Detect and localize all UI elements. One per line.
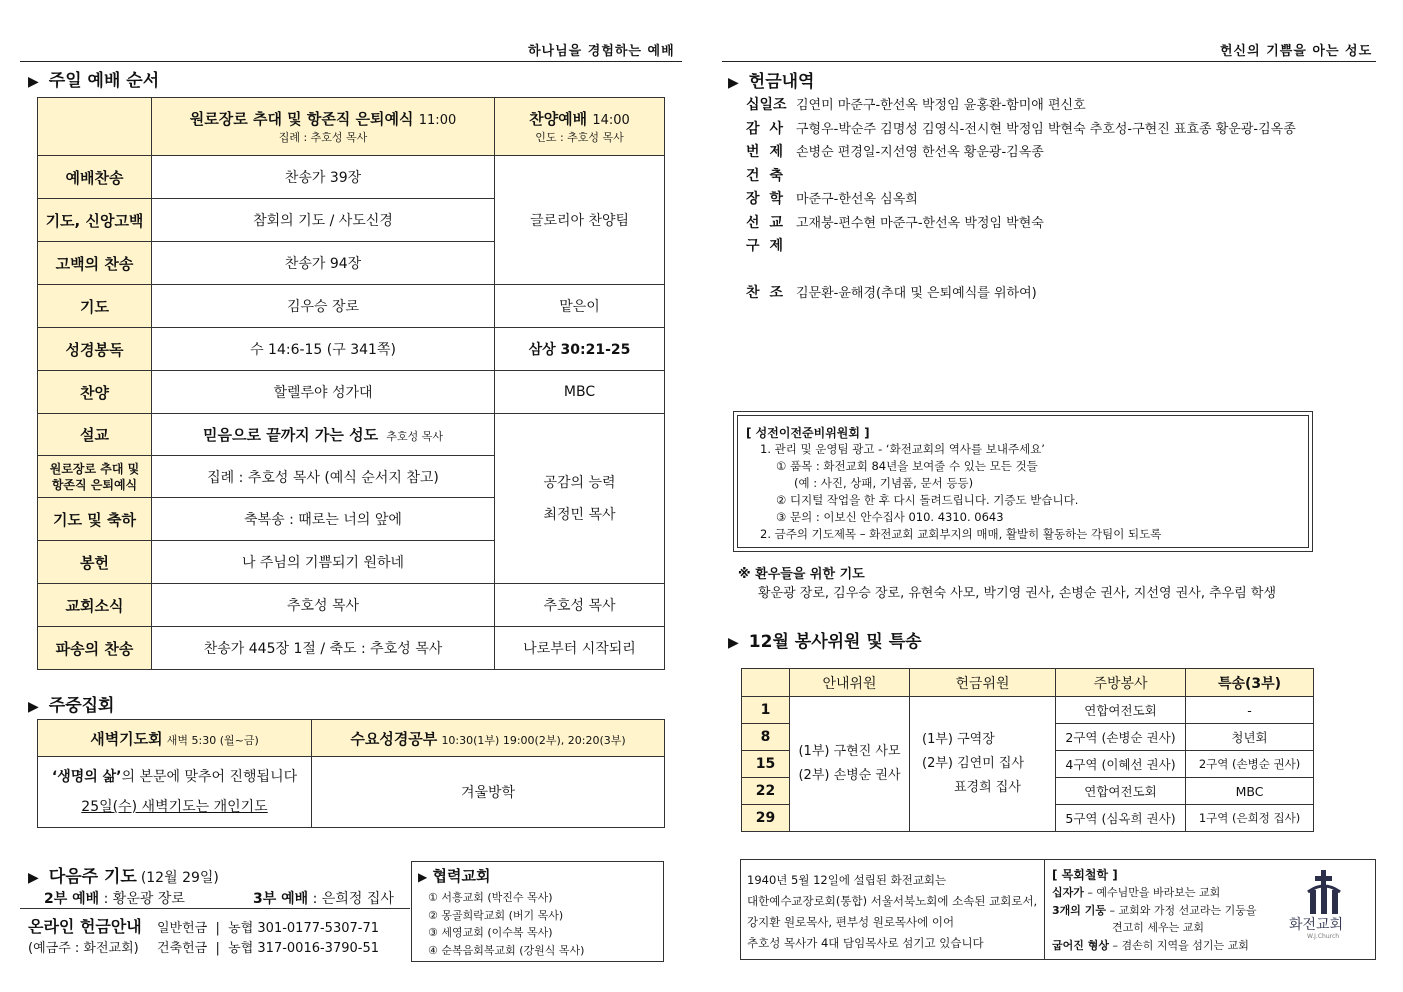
partner-item: ② 몽골희락교회 (버기 목사) <box>428 908 564 922</box>
sermon-title: 믿음으로 끝까지 가는 성도 추호성 목사 <box>152 414 495 456</box>
committee-line: 2. 금주의 기도제목 – 화전교회 교회부지의 매매, 활발히 활동하는 각팀이 되도록 <box>760 527 1162 541</box>
right-header-rule <box>722 61 1376 62</box>
row-label: 성경봉독 <box>38 328 152 371</box>
about-box <box>740 859 1376 960</box>
special-cell: MBC <box>1186 778 1314 805</box>
row-main: 김우승 장로 <box>152 285 495 328</box>
row-main: 수 14:6-15 (구 341쪽) <box>152 328 495 371</box>
sermon-praise: 공감의 능력 최정민 목사 <box>495 414 665 584</box>
church-logo-text: 화전교회 <box>1289 917 1344 933</box>
guide-cell: (1부) 구현진 사모 (2부) 손병순 권사 <box>790 697 910 832</box>
row-main: 집례 : 추호성 목사 (예식 순서지 참고) <box>152 456 495 498</box>
header-kitchen: 주방봉사 <box>1056 669 1186 697</box>
dawn-header: 새벽기도회 새벽 5:30 (월~금) <box>38 720 312 757</box>
date-cell: 1 <box>742 697 790 724</box>
offering-row <box>746 259 1296 283</box>
partner-item: ④ 순복음회복교회 (강원식 목사) <box>428 943 585 957</box>
special-cell: 1구역 (은희정 집사) <box>1186 805 1314 832</box>
committee-box <box>733 411 1313 552</box>
gloria-team: 글로리아 찬양팀 <box>495 156 665 285</box>
dawn-body: ‘생명의 삶’의 본문에 맞추어 진행됩니다 25일(수) 새벽기도는 개인기도 <box>38 757 312 828</box>
midweek-section-title: ▶ 주중집회 <box>28 696 115 716</box>
triangle-icon: ▶ <box>28 74 39 90</box>
online-offering-line1: 일반헌금 | 농협 301-0177-5307-71 <box>157 921 380 936</box>
triangle-icon: ▶ <box>728 635 739 651</box>
kitchen-cell: 5구역 (심옥희 권사) <box>1056 805 1186 832</box>
row-label: 예배찬송 <box>38 156 152 199</box>
row-label: 원로장로 추대 및 항존직 은퇴예식 <box>38 456 152 498</box>
next-prayer-3rd: 3부 예배 : 은희정 집사 <box>253 891 394 907</box>
offering-list <box>746 94 1296 306</box>
header-offering: 헌금위원 <box>910 669 1056 697</box>
sick-prayer-names: 황운광 장로, 김우승 장로, 유현숙 사모, 박기영 권사, 손병순 권사, 지선영 권사, 추우림 학생 <box>758 586 1277 601</box>
about-divider <box>1044 860 1045 959</box>
worship-section-title: ▶ 주일 예배 순서 <box>28 71 160 91</box>
online-offering-holder: (예금주 : 화전교회) <box>28 941 139 956</box>
wednesday-body: 겨울방학 <box>312 757 665 828</box>
row-label: 기도 <box>38 285 152 328</box>
partner-item: ① 서흥교회 (박진수 목사) <box>428 891 553 904</box>
philosophy-title: [ 목회철학 ] <box>1052 868 1118 882</box>
offering-row: 감사 구형우-박순주 김명성 김영식-전시현 박정임 박현숙 추호성-구현진 표효종 황운광-김옥종 <box>746 120 1296 137</box>
offering-section-title: ▶ 헌금내역 <box>728 72 815 92</box>
kitchen-cell: 4구역 (이혜선 권사) <box>1056 751 1186 778</box>
date-cell: 8 <box>742 724 790 751</box>
row-label: 교회소식 <box>38 584 152 627</box>
offering-row: 구제 <box>746 238 794 254</box>
row-side: MBC <box>495 371 665 414</box>
offering-cell: (1부) 구역장 (2부) 김연미 집사 표경희 집사 <box>910 697 1056 832</box>
december-table <box>741 668 1314 832</box>
offering-row: 번제 손병순 편경일-지선영 한선옥 황운광-김옥종 <box>746 144 1044 160</box>
next-prayer-2nd: 2부 예배 : 황운광 장로 <box>44 891 185 907</box>
offering-row: 건축 <box>746 167 794 184</box>
committee-line: ① 품목 : 화전교회 84년을 보여줄 수 있는 모든 것들 <box>776 459 1038 473</box>
committee-title: [ 성전이전준비위원회 ] <box>746 426 870 440</box>
row-main: 참회의 기도 / 사도신경 <box>152 199 495 242</box>
committee-line: (예 : 사진, 상패, 기념품, 문서 등등) <box>794 476 974 490</box>
special-cell: - <box>1186 697 1314 724</box>
row-side: 맡은이 <box>495 285 665 328</box>
online-offering-title: 온라인 헌금안내 <box>28 917 142 936</box>
committee-line: 1. 관리 및 운영팀 광고 - ‘화전교회의 역사를 보내주세요’ <box>760 442 1045 456</box>
row-side: 나로부터 시작되리 <box>495 627 665 670</box>
offering-row: 찬조 김문환-윤해경(추대 및 은퇴예식를 위하여) <box>746 285 1037 301</box>
row-side: 삼상 30:21-25 <box>495 328 665 371</box>
triangle-icon: ▶ <box>28 870 39 886</box>
triangle-icon: ▶ <box>418 870 428 884</box>
row-label: 고백의 찬송 <box>38 242 152 285</box>
kitchen-cell: 연합여전도회 <box>1056 778 1186 805</box>
wednesday-header: 수요성경공부 10:30(1부) 19:00(2부), 20:20(3부) <box>312 720 665 757</box>
midweek-bottom-rule <box>37 827 664 828</box>
right-header: 헌신의 기쁨을 아는 성도 <box>1220 44 1373 59</box>
sick-prayer-title: ※ 환우들을 위한 기도 <box>738 567 865 582</box>
special-cell: 2구역 (손병순 권사) <box>1186 751 1314 778</box>
row-main: 추호성 목사 <box>152 584 495 627</box>
offering-row: 장학 마준구-한선옥 심옥희 <box>746 191 918 207</box>
row-label: 파송의 찬송 <box>38 627 152 670</box>
row-main: 찬송가 445장 1절 / 축도 : 추호성 목사 <box>152 627 495 670</box>
triangle-icon: ▶ <box>28 699 39 715</box>
service-header-praise: 찬양예배 14:00 인도 : 추호성 목사 <box>495 98 665 156</box>
row-main: 찬송가 94장 <box>152 242 495 285</box>
partner-item: ③ 세영교회 (이수복 목사) <box>428 926 553 939</box>
committee-line: ② 디지털 작업을 한 후 다시 돌려드립니다. 기증도 받습니다. <box>776 493 1079 507</box>
kitchen-cell: 연합여전도회 <box>1056 697 1186 724</box>
triangle-icon: ▶ <box>728 75 739 91</box>
kitchen-cell: 2구역 (손병순 권사) <box>1056 724 1186 751</box>
row-label: 기도 및 축하 <box>38 498 152 541</box>
church-logo-icon <box>1304 868 1344 916</box>
date-cell: 15 <box>742 751 790 778</box>
about-text: 1940년 5월 12일에 설립된 화전교회는 대한예수교장로회(통합) 서울서북노회에 소속된 교회로서, 강지환 원로목사, 편부성 원로목사에 이어 추호성 목사가 4대 담임목사로 섬기고 있습니다 <box>747 873 1038 950</box>
next-prayer-section-title: ▶ 다음주 기도 (12월 29일) <box>28 867 219 887</box>
committee-line: ③ 문의 : 이보신 안수집사 010. 4310. 0643 <box>776 510 1004 524</box>
row-label: 기도, 신앙고백 <box>38 199 152 242</box>
church-logo-sub: W.J.Church <box>1307 933 1340 940</box>
left-header-rule <box>20 61 682 62</box>
header-guide: 안내위원 <box>790 669 910 697</box>
offering-row: 십일조 김연미 마준구-한선옥 박정임 윤홍환-함미애 편신호 <box>746 97 1086 113</box>
row-main: 찬송가 39장 <box>152 156 495 199</box>
row-main: 축복송 : 때로는 너의 앞에 <box>152 498 495 541</box>
partner-churches-box: ▶ 협력교회 ① 서흥교회 (박진수 목사) ② 몽골희락교회 (버기 목사) ③ 세영교회 (이수복 목사) ④ 순복음회복교회 (강원식 목사) <box>411 861 664 962</box>
service-header-main: 원로장로 추대 및 항존직 은퇴예식 11:00 집례 : 추호성 목사 <box>152 98 495 156</box>
row-label: 봉헌 <box>38 541 152 584</box>
row-label: 설교 <box>38 414 152 456</box>
header-special: 특송(3부) <box>1186 669 1314 697</box>
philosophy-list: 십자가 – 예수님만을 바라보는 교회 3개의 기둥 – 교회와 가정 선교라는 기둥을 견고히 세우는 교회 굽어진 형상 – 겸손히 지역을 섬기는 교회 <box>1052 886 1257 952</box>
row-label: 찬양 <box>38 371 152 414</box>
offering-row: 선교 고재붕-편수현 마준구-한선옥 박정임 박현숙 <box>746 214 1044 231</box>
special-cell: 청년회 <box>1186 724 1314 751</box>
row-main: 할렐루야 성가대 <box>152 371 495 414</box>
december-section-title: ▶ 12월 봉사위원 및 특송 <box>728 632 922 652</box>
online-offering-line2: 건축헌금 | 농협 317-0016-3790-51 <box>157 941 380 956</box>
midweek-table <box>37 719 665 828</box>
date-cell: 29 <box>742 805 790 832</box>
prayer-rule <box>20 908 410 909</box>
row-main: 나 주님의 기쁨되기 원하네 <box>152 541 495 584</box>
worship-order-table <box>37 97 665 670</box>
date-cell: 22 <box>742 778 790 805</box>
row-side: 추호성 목사 <box>495 584 665 627</box>
left-header: 하나님을 경험하는 예배 <box>528 44 675 59</box>
